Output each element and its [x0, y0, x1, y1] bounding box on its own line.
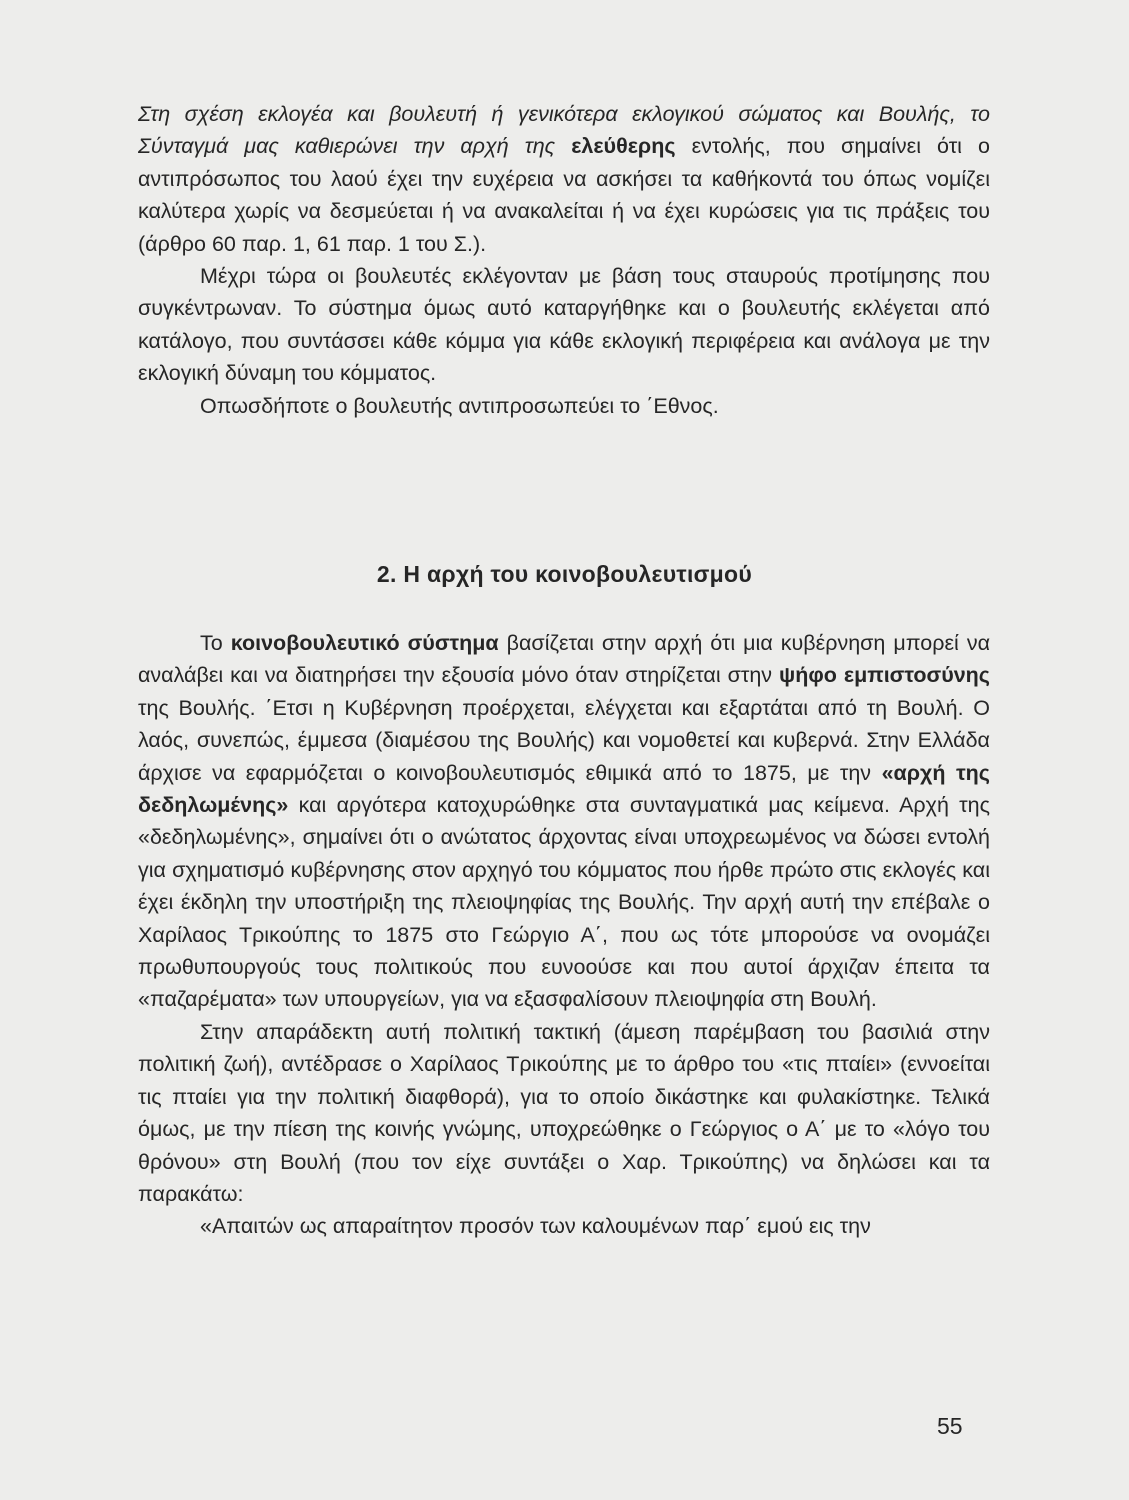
italic-text: Στη σχέση εκλογέα και βουλευτή ή γενικότερα εκλογικού σώματος και Βουλής, το Σύνταγμά μας καθιερώνει την αρχή της	[138, 102, 990, 159]
paragraph-represents-nation: Οπωσδήποτε ο βουλευτής αντιπροσωπεύει το ΄Εθνος.	[200, 393, 719, 418]
text-span: εντολής, που σημαίνει ότι ο αντιπρόσωπος του λαού έχει την ευχέρεια να ασκήσει τα καθήκοντά του όπως νομίζει καλύτερα χωρίς να δεσμεύεται ή να ανακαλείται ή να έχει κυρώσεις για τις πράξεις του (άρθρο 60 παρ. 1, 61 παρ. 1 του Σ.).	[138, 134, 990, 256]
text-block-representation	[138, 98, 990, 422]
bold-term: ελεύθερης	[571, 134, 676, 159]
section-heading: 2. Η αρχή του κοινοβουλευτισμού	[376, 561, 753, 587]
paragraph-preference-votes: Μέχρι τώρα οι βουλευτές εκλέγονταν με βάση τους σταυρούς προτίμησης που συγκέντρωναν. Το σύστημα όμως αυτό καταργήθηκε και ο βουλευτής εκλέγεται από κατάλογο, που συντάσσει κάθε κόμμα για κάθε εκλογική περιφέρεια και ανάλογα με την εκλογική δύναμη του κόμματος.	[138, 264, 990, 386]
paragraph-trikoupis-reaction: Στην απαράδεκτη αυτή πολιτική τακτική (άμεση παρέμβαση του βασιλιά στην πολιτική ζωή), αντέδρασε ο Χαρίλαος Τρικούπης με το άρθρο του «τις πταίει» (εννοείται τις πταίει για την πολιτική διαφθορά), για το οποίο δικάστηκε και φυλακίστηκε. Τελικά όμως, με την πίεση της κοινής γνώμης, υποχρεώθηκε ο Γεώργιος ο Α΄ με το «λόγο του θρόνου» στη Βουλή (που τον είχε συντάξει ο Χαρ. Τρικούπης) να δηλώσει και τα παρακάτω:	[138, 1019, 990, 1206]
bold-term: «αρχή της δεδηλωμένης»	[138, 760, 990, 818]
text-span: και αργότερα κατοχυρώθηκε στα συνταγματικά μας κείμενα. Αρχή της «δεδηλωμένης», σημαίνει ότι ο ανώτατος άρχοντας είναι υποχρεωμένος να δώσει εντολή για σχηματισμό κυβέρνησης στον αρχηγό του κόμματος που ήρθε πρώτο στις εκλογές και έχει έκδηλη την υποστήριξη της πλειοψηφίας της Βουλής. Την αρχή αυτή την επέβαλε ο Χαρίλαος Τρικούπης το 1875 στο Γεώργιο Α΄, που ως τότε μπορούσε να ονομάζει πρωθυπουργούς τους πολιτικούς που ευνοούσε και που αυτοί άρχιζαν έπειτα τα «παζαρέματα» των υπουργείων, για να εξασφαλίσουν πλειοψηφία στη Βουλή.	[138, 793, 990, 1012]
text-span: Το	[200, 631, 231, 655]
page-number: 55	[937, 1413, 963, 1439]
paragraph-quote: «Απαιτών ως απαραίτητον προσόν των καλουμένων παρ΄ εμού εις την	[200, 1214, 871, 1239]
bold-term: κοινοβουλευτικό σύστημα	[230, 631, 499, 655]
text-span: της Βουλής. ΄Ετσι η Κυβέρνηση προέρχεται, ελέγχεται και εξαρτάται από τη Βουλή. Ο λαός, συνεπώς, έμμεσα (διαμέσου της Βουλής) και νομοθετεί και κυβερνά. Στην Ελλάδα άρχισε να εφαρμόζεται ο κοινοβουλευτισμός εθιμικά από το 1875, με την	[138, 695, 990, 785]
bold-term: ψήφο εμπιστοσύνης	[779, 663, 990, 688]
text-block-parliamentarism	[138, 627, 990, 1243]
paragraph-parliamentary-system	[138, 627, 990, 1016]
text-span: βασίζεται στην αρχή ότι μια κυβέρνηση μπορεί να αναλάβει και να διατηρήσει την εξουσία μόνο όταν στηρίζεται στην	[138, 631, 990, 688]
paragraph-free-mandate	[138, 98, 990, 260]
